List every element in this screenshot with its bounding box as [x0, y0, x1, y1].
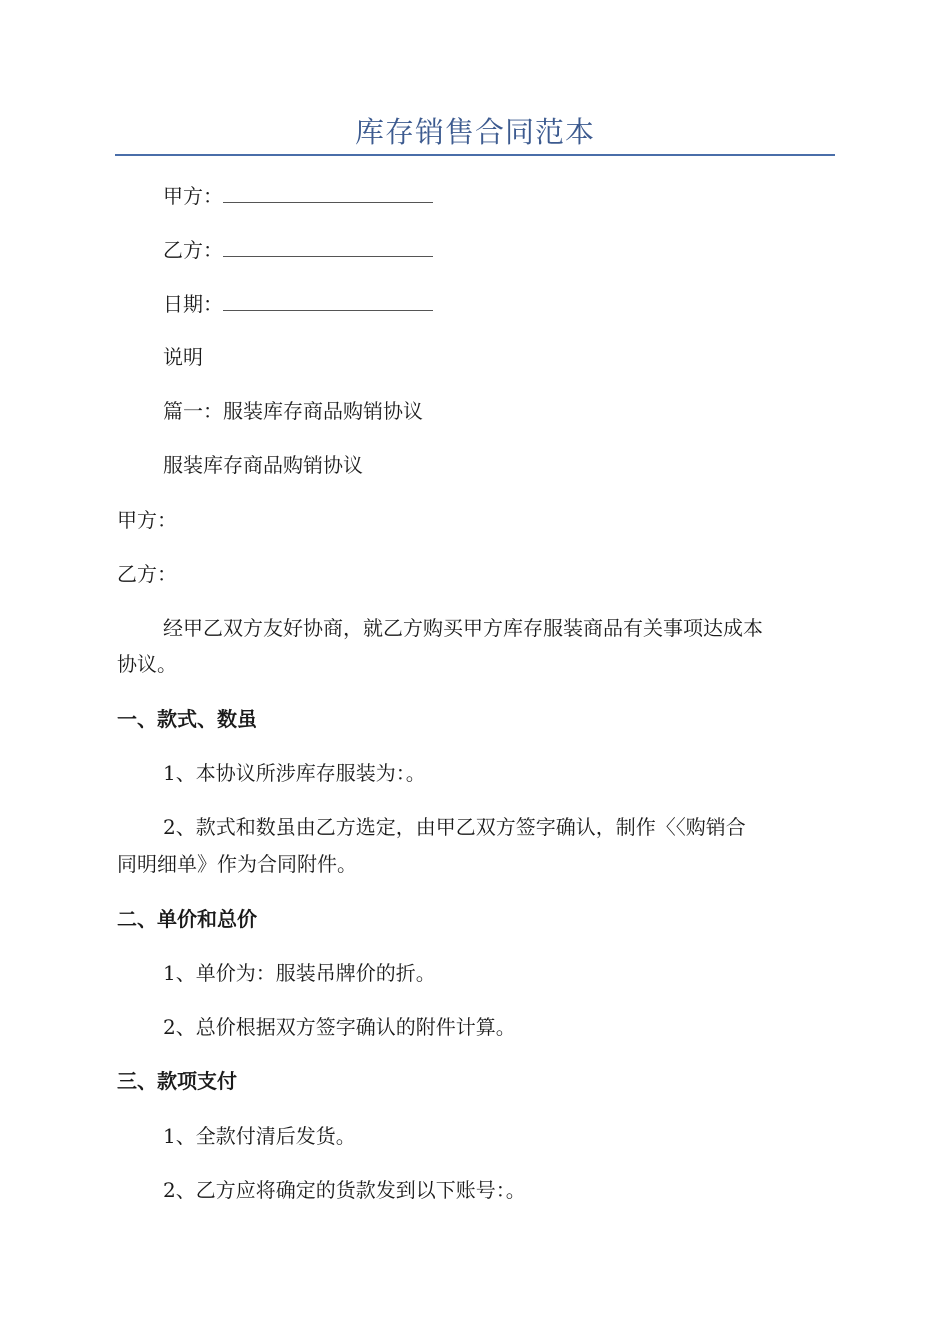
preamble-line-2: 协议。	[117, 652, 177, 676]
field-party-a-label: 甲方：	[163, 184, 223, 208]
section-heading: 二、单价和总价	[117, 907, 257, 931]
field-party-a	[163, 183, 433, 209]
field-date	[163, 291, 433, 317]
field-date-label: 日期：	[163, 292, 223, 316]
section-heading: 一、款式、数虽	[117, 707, 257, 731]
section-item: 1、本协议所涉库存服装为：。	[163, 761, 426, 785]
field-party-b-blank	[223, 238, 433, 257]
title-underline	[115, 154, 835, 156]
section-item: 2、总价根据双方签字确认的附件计算。	[163, 1015, 516, 1039]
field-date-blank	[223, 292, 433, 311]
field-party-b	[163, 237, 433, 263]
document-title: 库存销售合同范本	[354, 115, 595, 149]
party-a-line: 甲方：	[117, 508, 177, 532]
field-party-a-blank	[223, 184, 433, 203]
intro-note: 说明	[163, 345, 203, 369]
field-party-b-label: 乙方：	[163, 238, 223, 262]
section-item: 2、款式和数虽由乙方选定，由甲乙双方签字确认，制作〈〈购销合	[163, 815, 746, 839]
preamble-line-1: 经甲乙双方友好协商，就乙方购买甲方库存服装商品有关事项达成本	[163, 616, 763, 640]
section-item-continuation: 同明细单》作为合同附件。	[117, 852, 357, 876]
section-item: 1、单价为：服装吊牌价的折。	[163, 961, 436, 985]
section-heading: 三、款项支付	[117, 1069, 237, 1093]
party-b-line: 乙方：	[117, 562, 177, 586]
section-item: 1、全款付清后发货。	[163, 1124, 356, 1148]
agreement-title: 服装库存商品购销协议	[163, 453, 363, 477]
section-item: 2、乙方应将确定的货款发到以下账号：。	[163, 1178, 526, 1202]
chapter-heading: 篇一：服装库存商品购销协议	[163, 399, 423, 423]
